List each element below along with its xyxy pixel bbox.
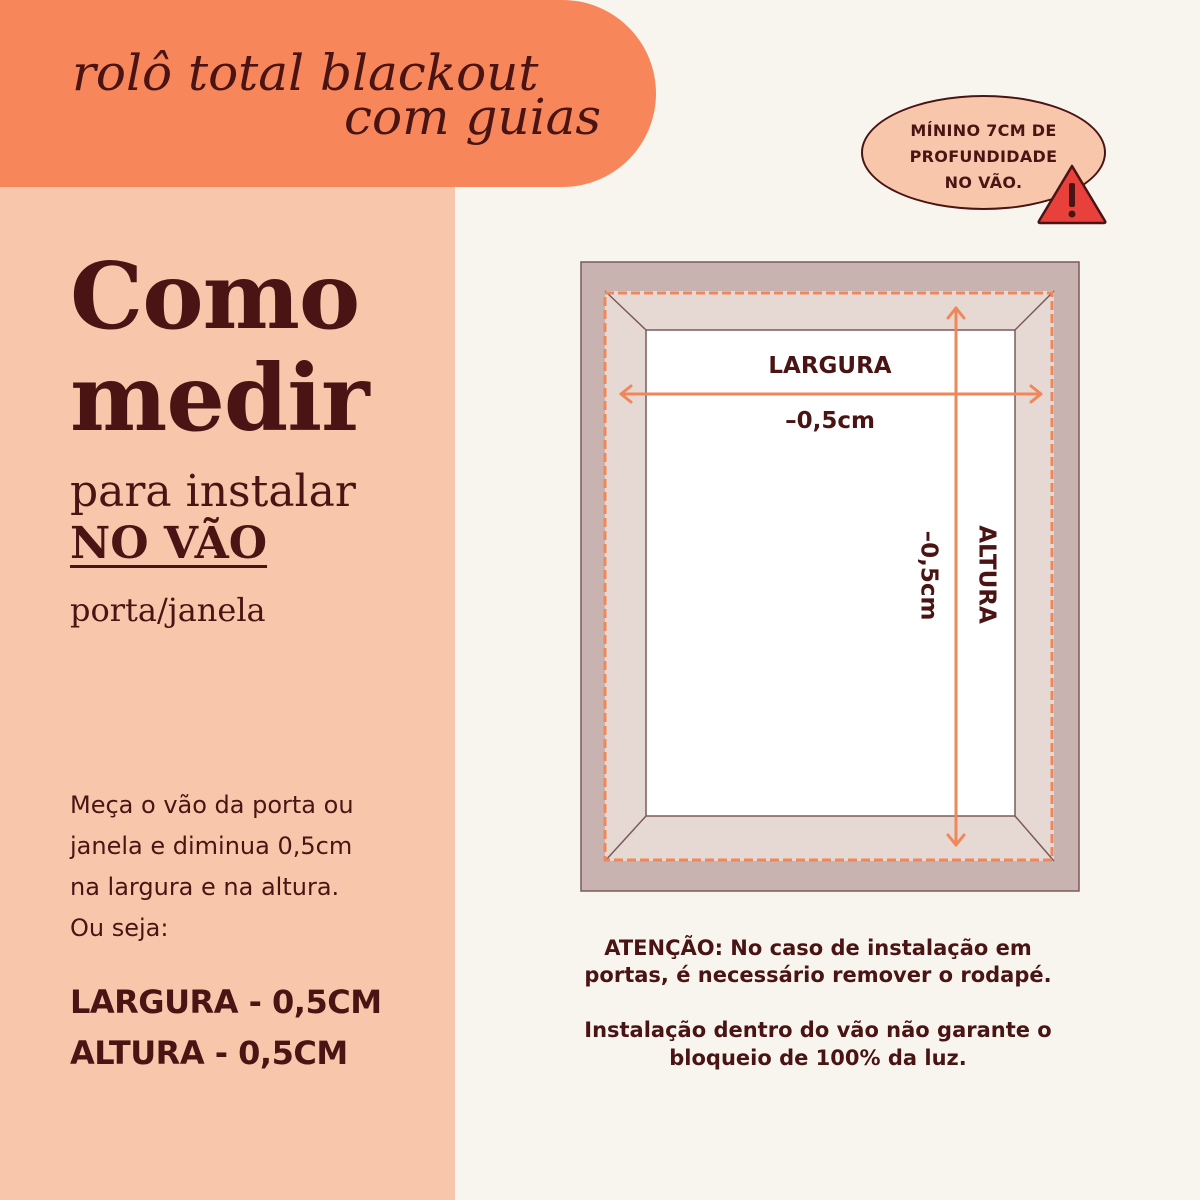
description-line: Ou seja:: [70, 914, 169, 942]
height-label: ALTURA: [973, 525, 1000, 624]
rule-height: ALTURA - 0,5CM: [70, 1034, 348, 1072]
width-label: LARGURA: [768, 353, 892, 379]
header-title-line1: rolô total blackout: [72, 44, 539, 102]
main-title-line2: medir: [70, 344, 369, 452]
rule-width: LARGURA - 0,5CM: [70, 983, 382, 1021]
subtitle: para instalar: [70, 466, 356, 517]
description-line: janela e diminua 0,5cm: [70, 832, 353, 860]
disclaimer-line: Instalação dentro do vão não garante o: [584, 1018, 1052, 1042]
description-line: na largura e na altura.: [70, 873, 340, 901]
attention-line: portas, é necessário remover o rodapé.: [584, 963, 1052, 987]
main-title-line1: Como: [70, 242, 360, 350]
subtitle-emphasis: NO VÃO: [70, 518, 268, 569]
attention-line: ATENÇÃO: No caso de instalação em: [604, 936, 1032, 960]
warning-line: PROFUNDIDADE: [909, 147, 1058, 166]
header-title-line2: com guias: [344, 88, 602, 146]
warning-line: MÍNINO 7CM DE: [910, 121, 1057, 140]
width-value: –0,5cm: [785, 408, 875, 434]
subtitle-small: porta/janela: [70, 591, 266, 629]
height-value: –0,5cm: [915, 530, 942, 621]
disclaimer-line: bloqueio de 100% da luz.: [669, 1046, 967, 1070]
warning-line: NO VÃO.: [944, 173, 1023, 192]
window-opening: [646, 330, 1015, 816]
description-line: Meça o vão da porta ou: [70, 791, 354, 819]
